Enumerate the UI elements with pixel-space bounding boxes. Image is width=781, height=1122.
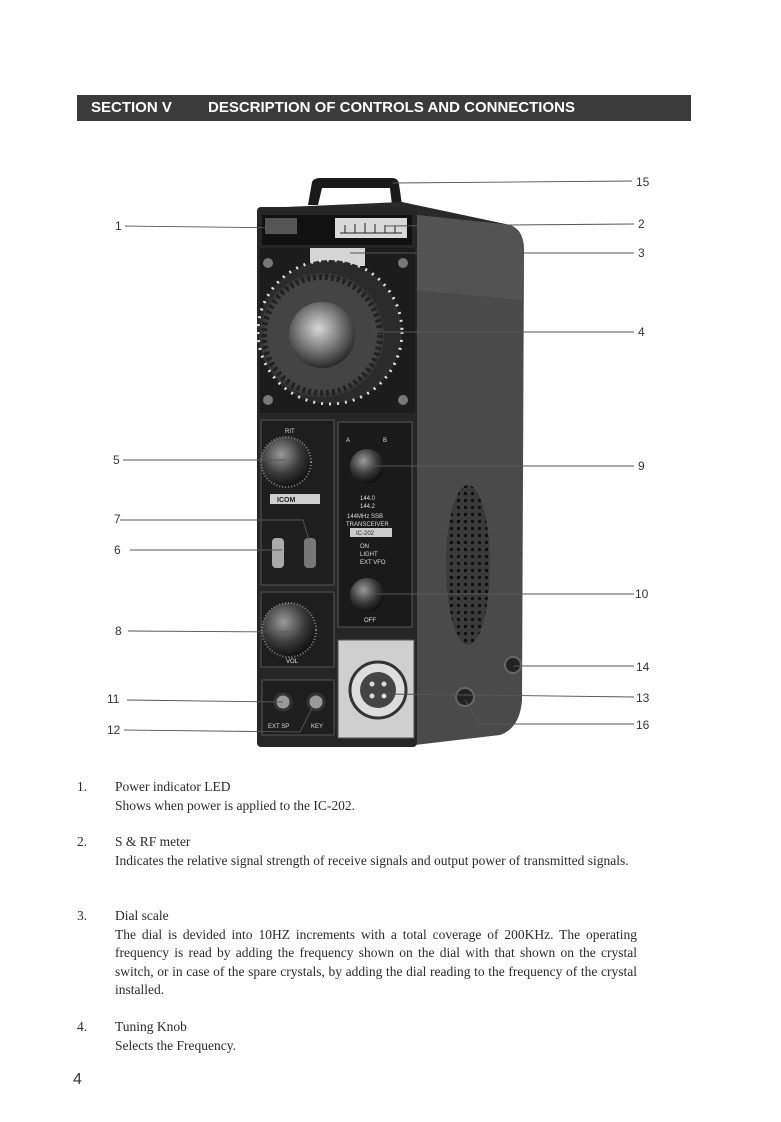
description-title: S & RF meter: [115, 834, 191, 849]
description-title: Dial scale: [115, 908, 169, 923]
callout-6: 6: [114, 543, 121, 557]
description-number: 3.: [77, 908, 88, 923]
description-text: Indicates the relative signal strength of receive signals and output power of transmitted signals.: [115, 852, 629, 868]
callout-14: 14: [636, 660, 650, 674]
description-text: Selects the Frequency.: [115, 1037, 236, 1053]
section-number: SECTION V: [91, 99, 172, 116]
callout-12: 12: [107, 723, 121, 737]
svg-text:A: A: [346, 438, 351, 444]
callout-4: 4: [638, 325, 645, 339]
svg-text:144.0: 144.0: [360, 496, 376, 502]
description-2: [77, 833, 637, 870]
description-1: [77, 778, 637, 815]
meter: [335, 218, 407, 238]
tuning-knob: [289, 302, 355, 368]
svg-text:ICOM: ICOM: [277, 497, 296, 504]
description-number: 2.: [77, 834, 88, 849]
svg-text:LIGHT: LIGHT: [360, 552, 378, 558]
svg-text:OFF: OFF: [364, 618, 376, 624]
callout-15: 15: [636, 175, 650, 189]
callout-9: 9: [638, 459, 645, 473]
side-jack-13: [456, 688, 474, 706]
svg-text:EXT VFO: EXT VFO: [360, 560, 386, 566]
description-title: Tuning Knob: [115, 1019, 187, 1034]
svg-text:EXT SP: EXT SP: [268, 724, 290, 730]
description-text: The dial is devided into 10HZ increments with a total coverage of 200KHz. The operating frequency is read by adding the frequency shown on the dial with that shown on the crystal switch, or in case of the spare crystals, by adding the dial reading to the frequency of the crystal installed.: [115, 926, 637, 997]
description-3: [77, 907, 637, 1000]
svg-text:B: B: [383, 438, 388, 444]
side-jack-14: [505, 657, 521, 673]
description-number: 1.: [77, 779, 88, 794]
callout-7: 7: [114, 512, 121, 526]
description-number: 4.: [77, 1019, 88, 1034]
volume-knob: [262, 603, 316, 657]
svg-text:TRANSCEIVER: TRANSCEIVER: [346, 522, 389, 528]
callout-3: 3: [638, 246, 645, 260]
svg-text:KEY: KEY: [311, 724, 324, 730]
callout-11: 11: [107, 692, 120, 706]
description-4: [77, 1018, 637, 1055]
svg-text:ON: ON: [360, 544, 369, 550]
page-number: 4: [73, 1071, 82, 1088]
key-jack: [308, 694, 324, 710]
section-title: DESCRIPTION OF CONTROLS AND CONNECTIONS: [208, 99, 575, 116]
carry-handle: [308, 178, 402, 205]
svg-text:144.2: 144.2: [360, 504, 376, 510]
description-title: Power indicator LED: [115, 779, 231, 794]
svg-text:VOL: VOL: [286, 659, 299, 665]
svg-text:IC-202: IC-202: [356, 531, 375, 537]
callout-16: 16: [636, 718, 650, 732]
speaker-grille: [446, 485, 490, 645]
svg-text:RIT: RIT: [285, 429, 295, 435]
description-text: Shows when power is applied to the IC-202.: [115, 797, 355, 813]
callout-13: 13: [636, 691, 650, 705]
callout-5: 5: [113, 453, 120, 467]
power-switch-knob: [350, 578, 384, 612]
callout-2: 2: [638, 217, 645, 231]
callout-1: 1: [115, 219, 122, 233]
callout-10: 10: [635, 587, 649, 601]
svg-text:144MHz SSB: 144MHz SSB: [347, 514, 384, 520]
callout-8: 8: [115, 624, 122, 638]
rit-knob: [261, 437, 311, 487]
